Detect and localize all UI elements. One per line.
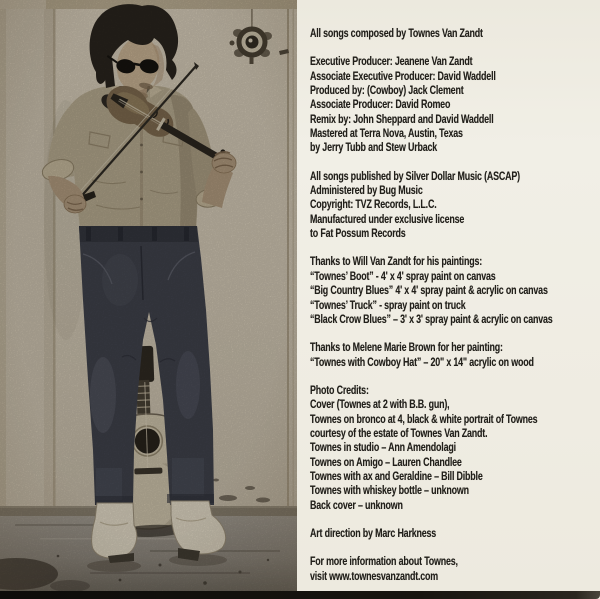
credits-text — [310, 26, 553, 597]
credit-line: All songs published by Silver Dollar Music (ASCAP) — [310, 168, 520, 183]
scan-edge-bar — [0, 591, 600, 599]
credit-line: Back cover – unknown — [310, 497, 403, 512]
credit-line: Townes with ax and Geraldine – Bill Dibble — [310, 468, 483, 483]
painting2-block — [310, 340, 553, 369]
production-block — [310, 54, 553, 154]
credit-line: by Jerry Tubb and Stew Urback — [310, 140, 438, 155]
credit-line: For more information about Townes, — [310, 554, 458, 569]
credit-line: Art direction by Marc Harkness — [310, 525, 437, 540]
credit-line: Produced by: (Cowboy) Jack Clement — [310, 83, 464, 98]
photo-illustration — [0, 0, 297, 591]
credit-line: Townes in studio – Ann Amendolagi — [310, 440, 456, 455]
credit-line: “Townes’ Truck” - spray paint on truck — [310, 297, 466, 312]
website-url: visit www.townesvanzandt.com — [310, 568, 439, 583]
credit-line: Administered by Bug Music — [310, 183, 423, 198]
art-direction-block — [310, 526, 553, 540]
credit-line: Townes on bronco at 4, black & white portrait of Townes — [310, 411, 538, 426]
paintings-block — [310, 254, 553, 326]
credit-line: “Townes’ Boot” - 4' x 4' spray paint on canvas — [310, 268, 496, 283]
publishing-block — [310, 169, 553, 241]
credit-line: Mastered at Terra Nova, Austin, Texas — [310, 126, 463, 141]
photo-credits-block — [310, 383, 553, 512]
credit-line: Townes with whiskey bottle – unknown — [310, 483, 469, 498]
film-grain — [0, 0, 297, 591]
more-info-block — [310, 554, 553, 583]
credit-line: Manufactured under exclusive license — [310, 211, 465, 226]
credit-line: Townes on Amigo – Lauren Chandlee — [310, 454, 462, 469]
composed-block — [310, 26, 553, 40]
credit-line: courtesy of the estate of Townes Van Zandt. — [310, 425, 488, 440]
credit-line: Associate Producer: David Romeo — [310, 97, 451, 112]
credit-line: Thanks to Will Van Zandt for his paintings: — [310, 254, 482, 269]
credit-line: Copyright: TVZ Records, L.L.C. — [310, 197, 437, 212]
credit-line: “Black Crow Blues” – 3' x 3' spray paint & acrylic on canvas — [310, 311, 553, 326]
credit-line: Thanks to Melene Marie Brown for her painting: — [310, 340, 503, 355]
credit-line: Remix by: John Sheppard and David Waddell — [310, 111, 494, 126]
credits-column — [297, 0, 600, 591]
credit-line: All songs composed by Townes Van Zandt — [310, 26, 483, 40]
credit-line: “Townes with Cowboy Hat” – 20" x 14" acrylic on wood — [310, 354, 534, 369]
booklet-photo — [0, 0, 297, 591]
credit-line: Photo Credits: — [310, 382, 369, 397]
credit-line: Cover (Townes at 2 with B.B. gun), — [310, 397, 450, 412]
credit-line: “Big Country Blues” 4' x 4' spray paint & acrylic on canvas — [310, 283, 548, 298]
credit-line: Executive Producer: Jeanene Van Zandt — [310, 54, 473, 69]
credit-line: to Fat Possum Records — [310, 226, 406, 241]
credit-line: Associate Executive Producer: David Waddell — [310, 68, 496, 83]
